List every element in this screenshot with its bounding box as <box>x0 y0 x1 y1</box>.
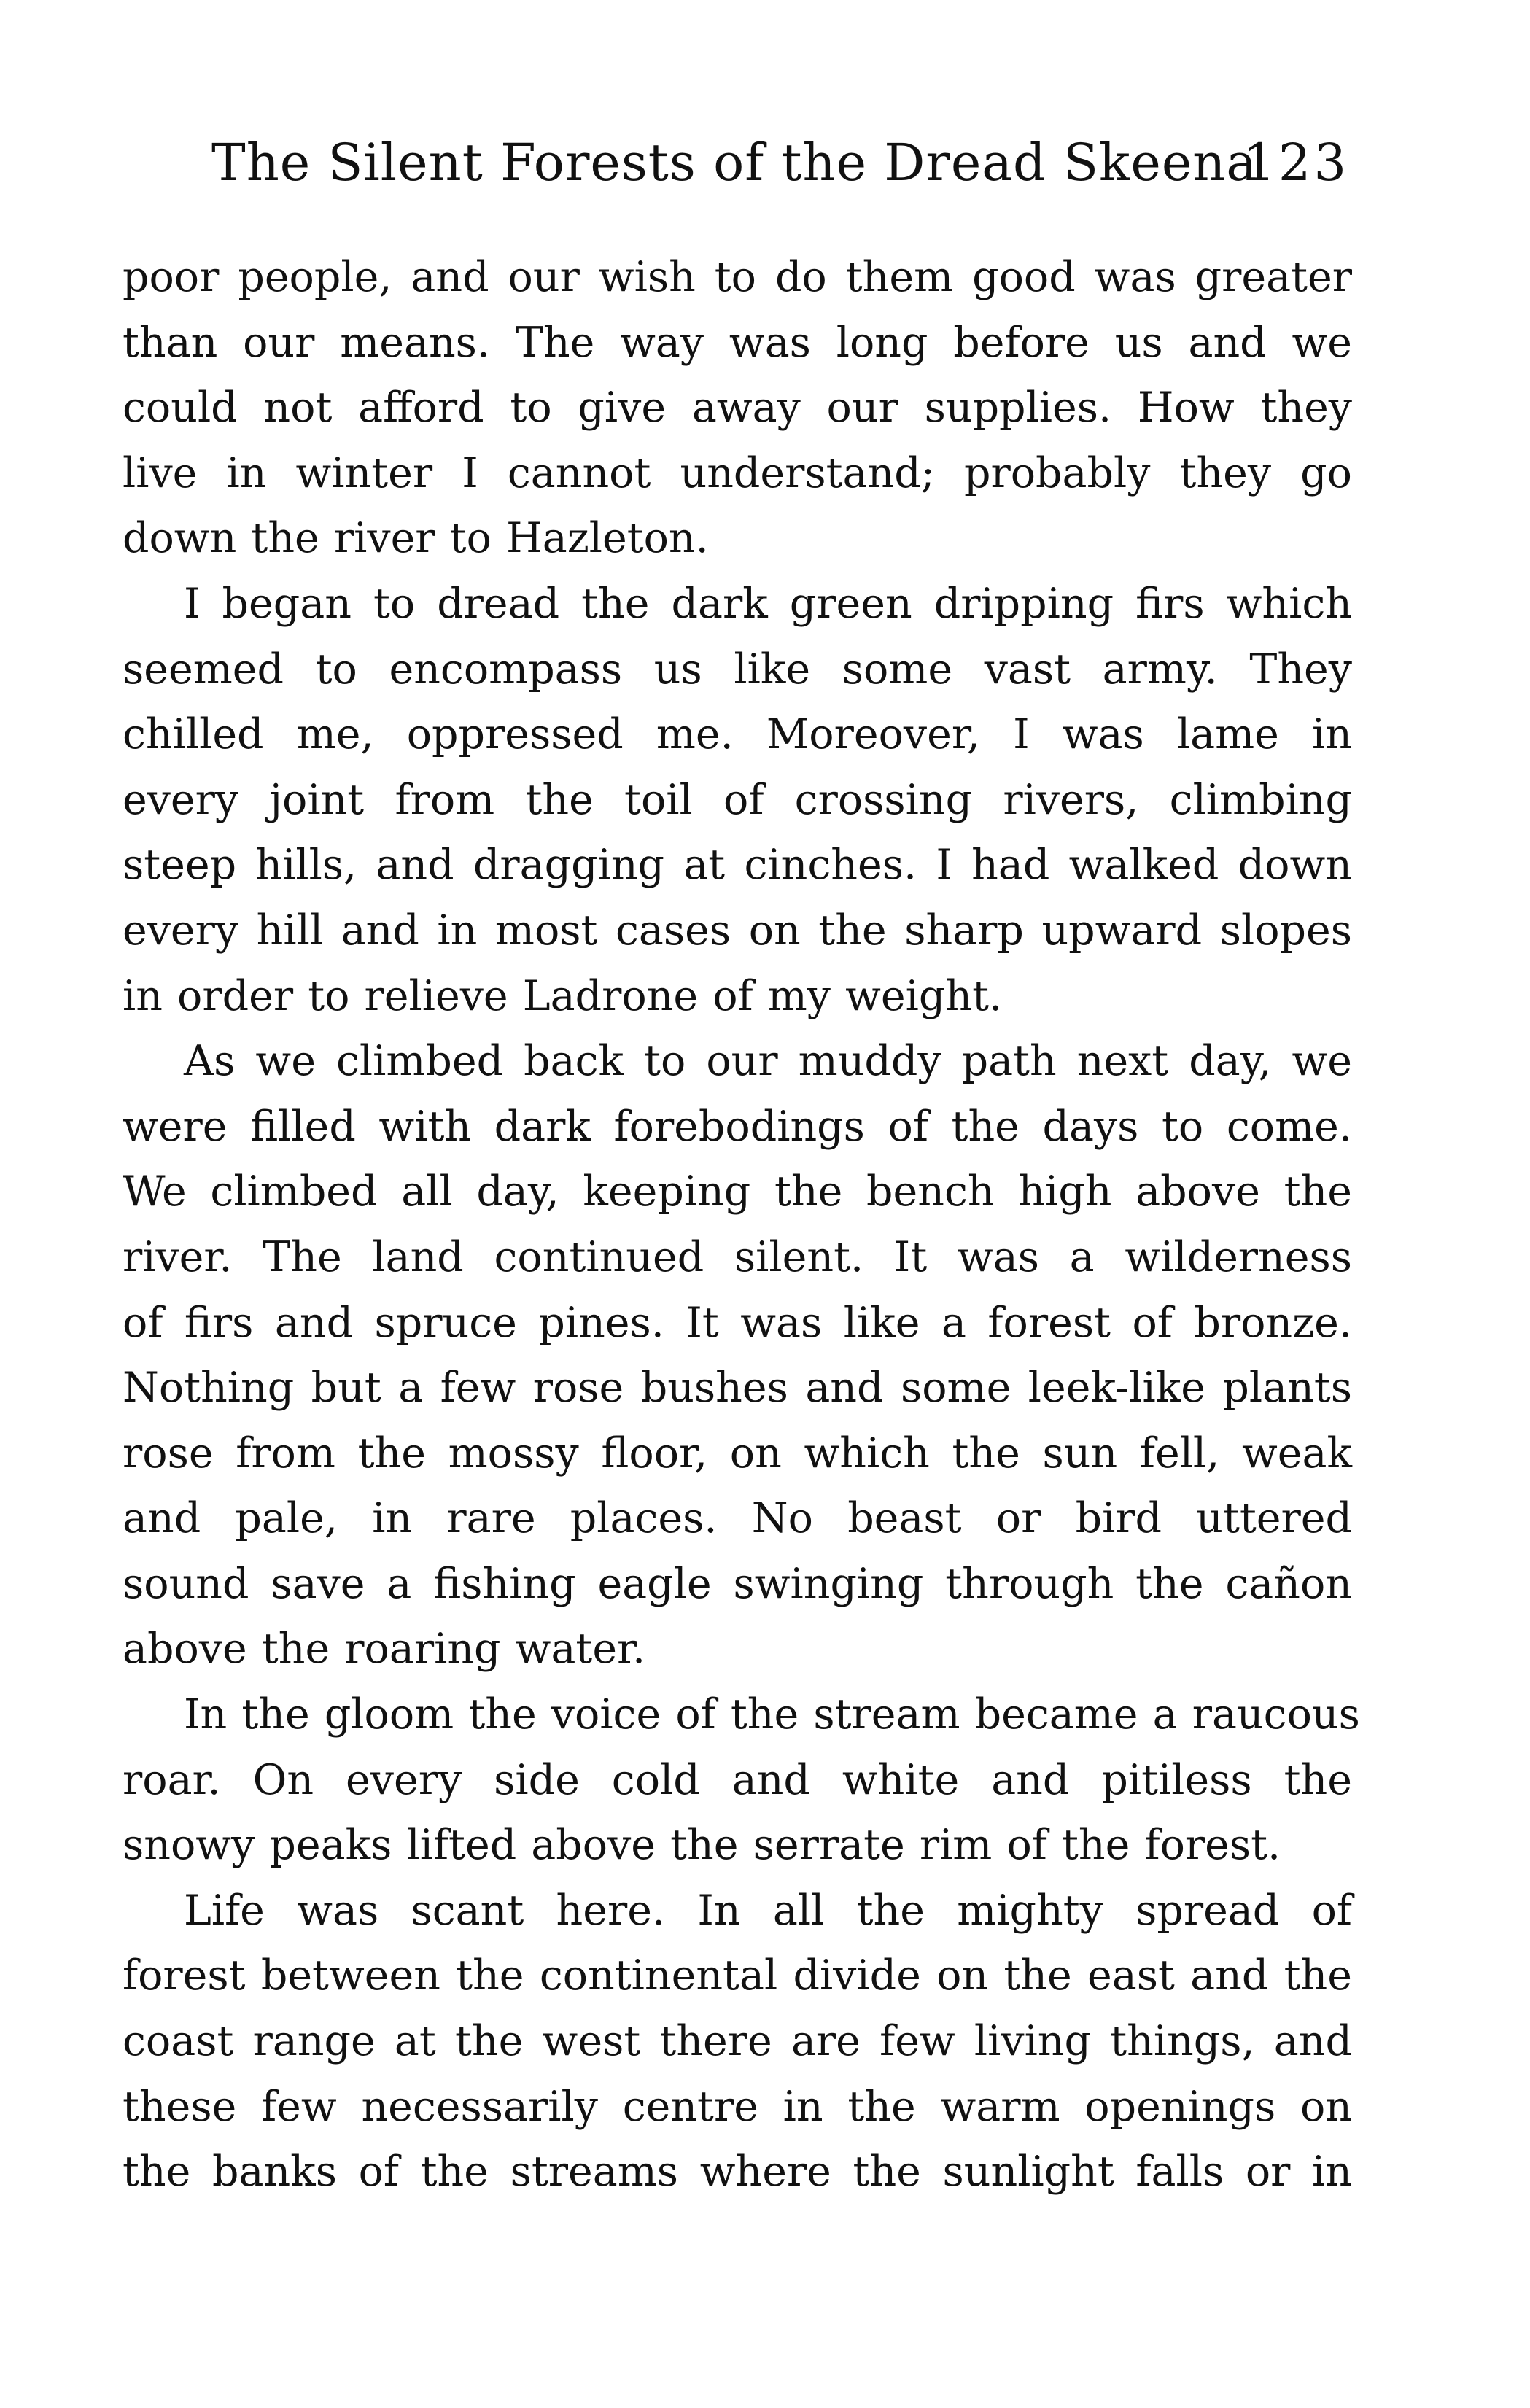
text-line: of firs and spruce pines. It was like a forest of bronze. <box>123 1298 1352 1347</box>
text-line: down the river to Hazleton. <box>123 514 709 563</box>
text-line: every joint from the toil of crossing rivers, climbing <box>123 775 1352 824</box>
paragraph-first-line: In the gloom the voice of the stream became a raucous <box>184 1690 1360 1739</box>
text-line: seemed to encompass us like some vast army. They <box>123 645 1352 694</box>
text-line: live in winter I cannot understand; probably they go <box>123 448 1352 497</box>
text-line: snowy peaks lifted above the serrate rim of the forest. <box>123 1821 1281 1870</box>
text-line: rose from the mossy floor, on which the sun fell, weak <box>123 1429 1352 1477</box>
running-head <box>211 130 1349 195</box>
text-line: poor people, and our wish to do them good was greater <box>123 253 1352 301</box>
text-line: and pale, in rare places. No beast or bird uttered <box>123 1494 1352 1543</box>
text-line: every hill and in most cases on the sharp upward slopes <box>123 906 1352 955</box>
paragraph-first-line: As we climbed back to our muddy path next day, we <box>184 1037 1352 1086</box>
text-line: We climbed all day, keeping the bench high above the <box>123 1168 1352 1216</box>
text-line: above the roaring water. <box>123 1625 646 1674</box>
text-line: Nothing but a few rose bushes and some leek-like plants <box>123 1364 1352 1413</box>
text-line: than our means. The way was long before us and we <box>123 318 1352 367</box>
text-line: chilled me, oppressed me. Moreover, I was lame in <box>123 710 1352 759</box>
text-line: steep hills, and dragging at cinches. I had walked down <box>123 841 1352 890</box>
text-line: these few necessarily centre in the warm openings on <box>123 2082 1352 2131</box>
text-line: could not afford to give away our supplies. How they <box>123 384 1352 432</box>
text-line: the banks of the streams where the sunlight falls or in <box>123 2148 1352 2197</box>
paragraph-first-line: I began to dread the dark green dripping firs which <box>184 579 1352 628</box>
body-text <box>123 245 1360 2205</box>
page-number: 123 <box>1243 133 1349 193</box>
running-title: The Silent Forests of the Dread Skeena <box>211 133 1258 193</box>
text-line: roar. On every side cold and white and pitiless the <box>123 1755 1352 1804</box>
text-line: sound save a fishing eagle swinging through the cañon <box>123 1559 1352 1608</box>
text-line: were filled with dark forebodings of the days to come. <box>123 1102 1352 1151</box>
text-line: river. The land continued silent. It was a wilderness <box>123 1232 1352 1281</box>
text-line: in order to relieve Ladrone of my weight. <box>123 971 1003 1020</box>
text-line: forest between the continental divide on the east and the <box>123 1951 1352 2000</box>
paragraph-first-line: Life was scant here. In all the mighty spread of <box>184 1886 1352 1935</box>
text-line: coast range at the west there are few living things, and <box>123 2017 1352 2066</box>
